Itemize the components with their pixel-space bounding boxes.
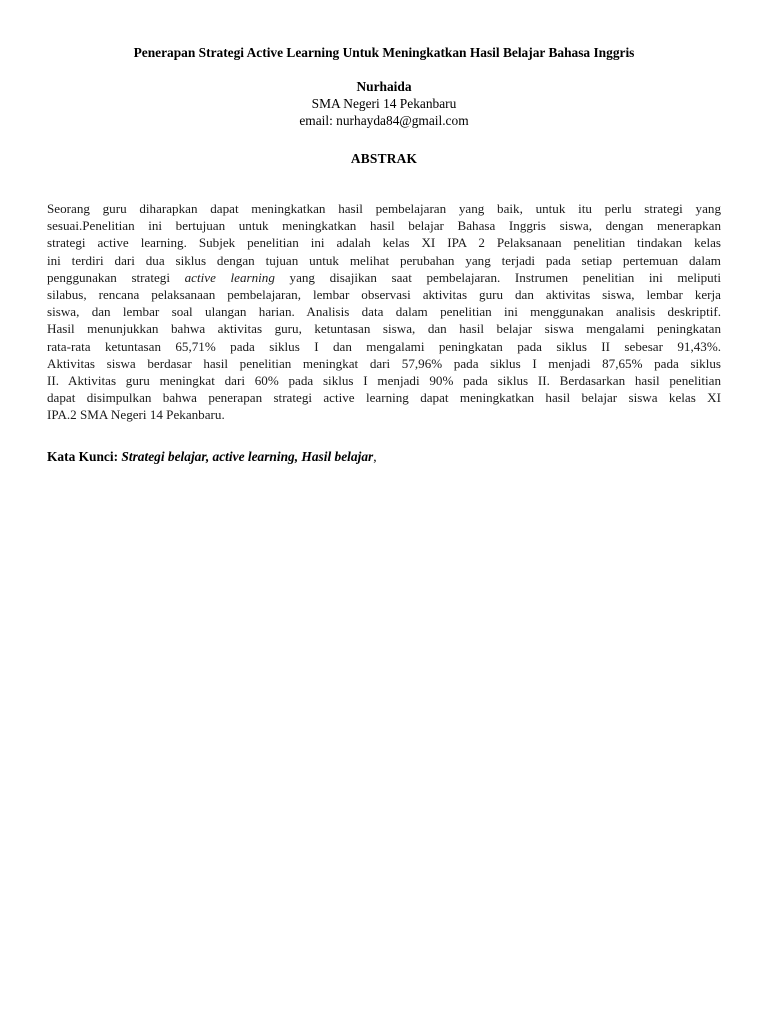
author-institution: SMA Negeri 14 Pekanbaru (311, 96, 457, 111)
abstract-line: Seorang guru diharapkan dapat meningkatkan hasil pembelajaran yang baik, untuk itu perlu strategi yang (47, 201, 721, 216)
abstract-line: silabus, rencana pelaksanaan pembelajaran, lembar observasi aktivitas guru dan aktivitas siswa, lembar kerja (47, 287, 721, 303)
abstract-body (47, 200, 721, 424)
abstract-line: ini terdiri dari dua siklus dengan tujuan untuk melihat perubahan yang terjadi pada setiap pertemuan dalam (47, 252, 721, 268)
author-email: email: nurhayda84@gmail.com (299, 113, 469, 128)
abstract-line: siswa, dan lembar soal ulangan harian. Analisis data dalam penelitian ini menggunakan analisis deskriptif. (47, 304, 721, 320)
abstract-line: strategi active learning. Subjek penelitian ini adalah kelas XI IPA 2 Pelaksanaan penelitian tindakan kelas (47, 235, 721, 251)
abstract-line-segment: yang disajikan saat pembelajaran. Instrumen penelitian ini meliputi (274, 269, 721, 285)
abstract-line: IPA.2 SMA Negeri 14 Pekanbaru. (47, 407, 225, 423)
abstract-line: rata-rata ketuntasan 65,71% pada siklus I dan mengalami peningkatan pada siklus II sebesar 91,43%. (47, 338, 721, 354)
abstract-line: Hasil menunjukkan bahwa aktivitas guru, ketuntasan siswa, dan hasil belajar siswa mengalami peningkatan (47, 321, 721, 337)
paper-title: Penerapan Strategi Active Learning Untuk Meningkatkan Hasil Belajar Bahasa Inggris (133, 45, 635, 60)
keywords (47, 448, 721, 466)
abstract-line (47, 269, 721, 286)
abstract-line: sesuai.Penelitian ini bertujuan untuk meningkatkan hasil belajar Bahasa Inggris siswa, dengan menerapkan (47, 218, 721, 234)
abstract-line: dapat disimpulkan bahwa penerapan strategi active learning dapat meningkatkan hasil belajar siswa kelas XI (47, 390, 721, 406)
author-name: Nurhaida (356, 79, 412, 94)
keywords-trailing: , (373, 449, 377, 464)
keywords-values: Strategi belajar, active learning, Hasil belajar (121, 449, 374, 464)
keywords-label: Kata Kunci: (47, 449, 119, 464)
abstract-italic-term: active learning (184, 269, 275, 285)
abstract-line: Aktivitas siswa berdasar hasil penelitian meningkat dari 57,96% pada siklus I menjadi 87,65% pada siklus (47, 355, 721, 371)
abstract-line: II. Aktivitas guru meningkat dari 60% pada siklus I menjadi 90% pada siklus II. Berdasarkan hasil penelitian (47, 373, 721, 389)
abstract-heading: ABSTRAK (350, 151, 418, 166)
abstract-line-segment: penggunakan strategi (47, 269, 185, 285)
author-block (0, 78, 768, 129)
